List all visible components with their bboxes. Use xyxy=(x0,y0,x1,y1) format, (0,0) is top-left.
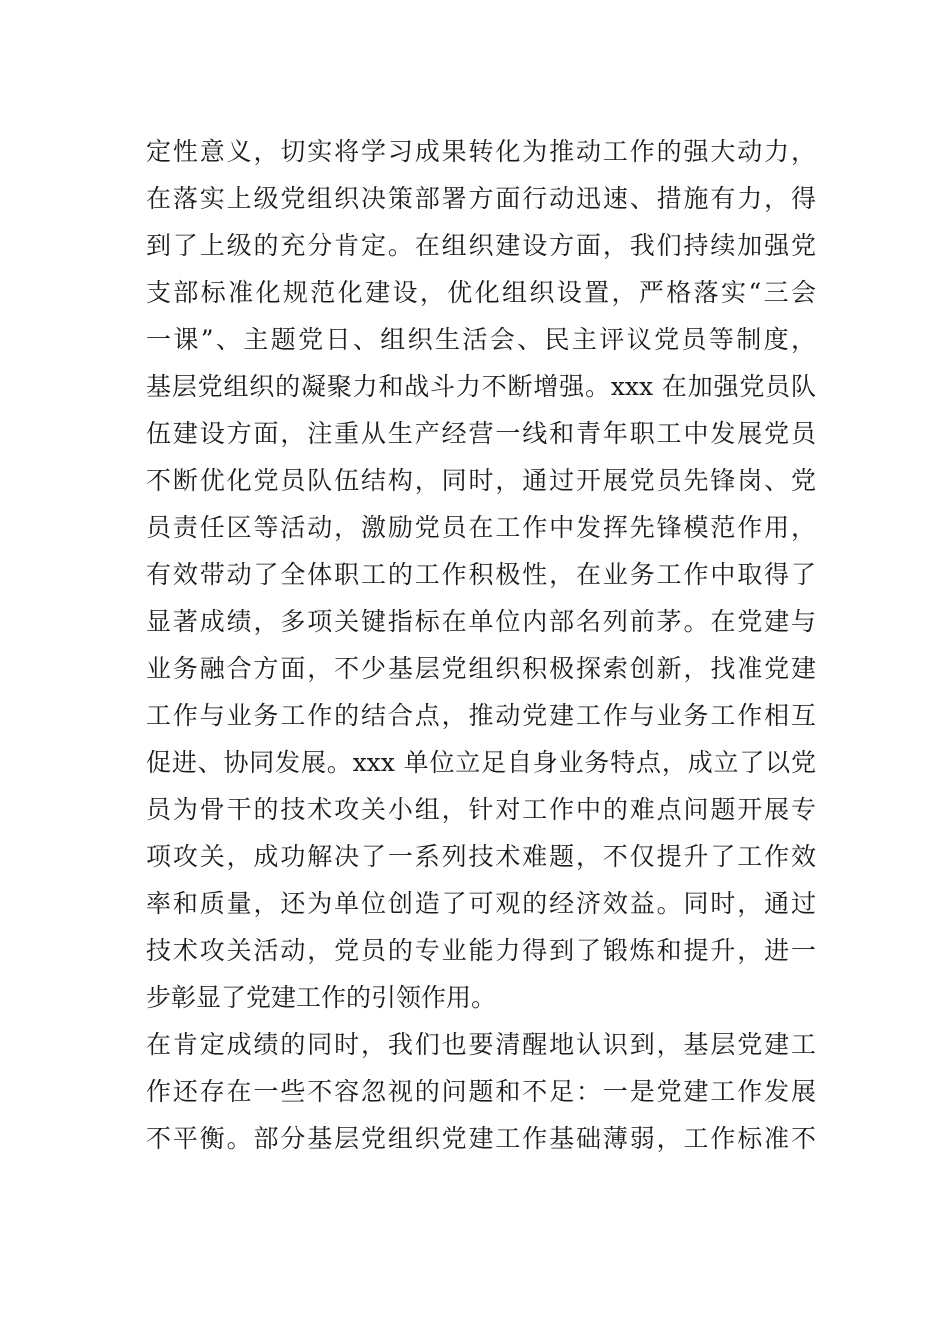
text-line: 有效带动了全体职工的工作积极性，在业务工作中取得了 xyxy=(146,560,816,589)
text-line: 步彰显了党建工作的引领作用。 xyxy=(146,983,497,1012)
text-line: 一课”、主题党日、组织生活会、民主评议党员等制度， xyxy=(146,325,816,354)
text-line: 技术攻关活动，党员的专业能力得到了锻炼和提升，进一 xyxy=(146,936,816,965)
text-line: 项攻关，成功解决了一系列技术难题，不仅提升了工作效 xyxy=(146,842,816,871)
text-line: 定性意义，切实将学习成果转化为推动工作的强大动力， xyxy=(146,137,816,166)
text-line: 在肯定成绩的同时，我们也要清醒地认识到，基层党建工 xyxy=(146,1030,816,1059)
text-line: 不断优化党员队伍结构，同时，通过开展党员先锋岗、党 xyxy=(146,466,816,495)
text-line: 不平衡。部分基层党组织党建工作基础薄弱，工作标准不 xyxy=(146,1124,816,1153)
text-line: 到了上级的充分肯定。在组织建设方面，我们持续加强党 xyxy=(146,231,816,260)
text-line: 在落实上级党组织决策部署方面行动迅速、措施有力，得 xyxy=(146,184,816,213)
text-line: 业务融合方面，不少基层党组织积极探索创新，找准党建 xyxy=(146,654,816,683)
text-line: 工作与业务工作的结合点，推动党建工作与业务工作相互 xyxy=(146,701,816,730)
text-line: 员责任区等活动，激励党员在工作中发挥先锋模范作用， xyxy=(146,513,816,542)
text-line: 率和质量，还为单位创造了可观的经济效益。同时，通过 xyxy=(146,889,816,918)
text-line: 作还存在一些不容忽视的问题和不足：一是党建工作发展 xyxy=(146,1077,816,1106)
text-line: 基层党组织的凝聚力和战斗力不断增强。xxx 在加强党员队 xyxy=(146,372,816,401)
body-text xyxy=(146,128,816,1162)
text-line: 显著成绩，多项关键指标在单位内部名列前茅。在党建与 xyxy=(146,607,816,636)
text-line: 员为骨干的技术攻关小组，针对工作中的难点问题开展专 xyxy=(146,795,816,824)
text-line: 促进、协同发展。xxx 单位立足自身业务特点，成立了以党 xyxy=(146,748,816,777)
text-line: 伍建设方面，注重从生产经营一线和青年职工中发展党员 xyxy=(146,419,816,448)
text-line: 支部标准化规范化建设，优化组织设置，严格落实“三会 xyxy=(146,278,816,307)
